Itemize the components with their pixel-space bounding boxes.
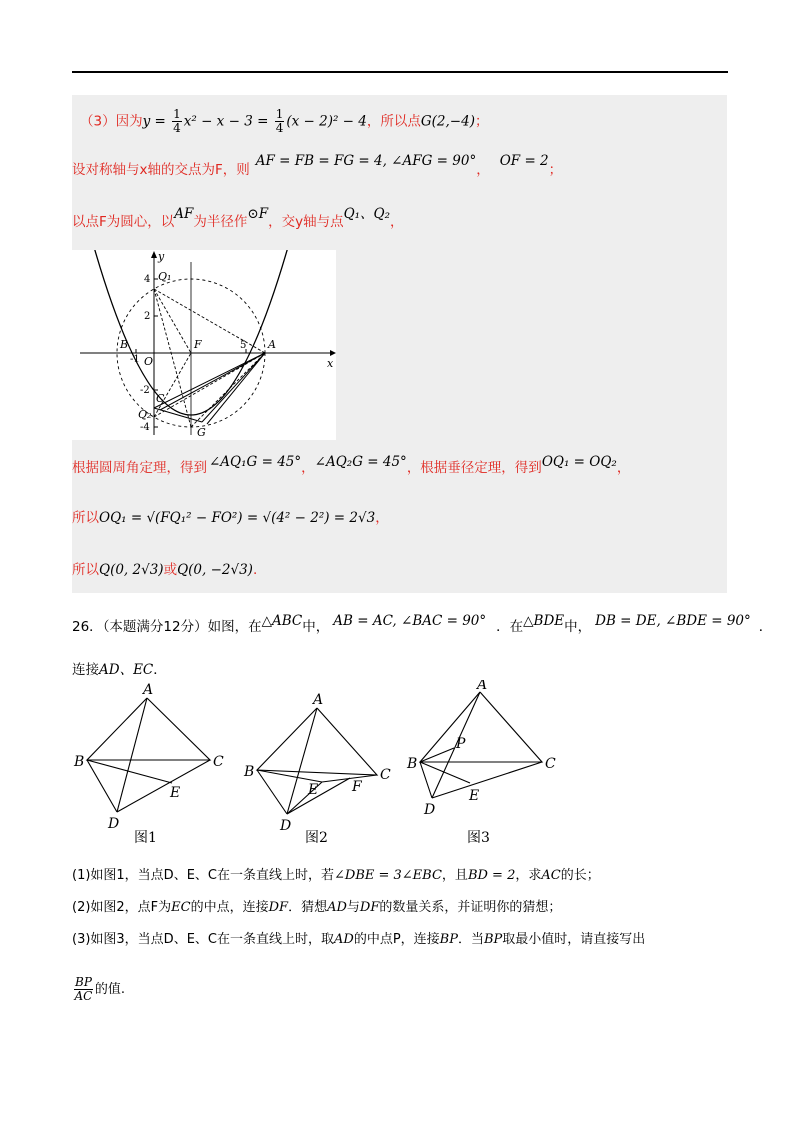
figure-1: [73, 682, 224, 846]
label-g: G: [197, 426, 206, 439]
svg-text:5: 5: [240, 340, 247, 351]
question-3: (3)如图3，当点D、E、C在一条直线上时，取AD的中点P，连接BP．当BP取最小值时，请直接写出: [72, 932, 646, 947]
svg-text:B: B: [74, 754, 85, 770]
svg-text:D: D: [280, 818, 292, 834]
svg-text:C: C: [380, 767, 391, 783]
label-c: C: [156, 392, 165, 405]
fig3-caption: 图3: [467, 830, 490, 846]
label-f: F: [194, 338, 202, 351]
svg-text:A: A: [477, 680, 488, 693]
fig1-caption: 图1: [134, 830, 157, 846]
svg-text:C: C: [545, 756, 556, 772]
q26-line-2: 连接AD、EC．: [72, 662, 167, 678]
svg-text:-1: -1: [130, 354, 140, 365]
svg-text:D: D: [424, 802, 436, 818]
solution-line-4: 根据圆周角定理，得到 ∠AQ₁G = 45°，∠AQ₂G = 45°，根据垂径定理，得到OQ₁ = OQ₂，: [72, 454, 631, 476]
label-o: O: [144, 355, 154, 368]
svg-text:P: P: [456, 736, 466, 752]
svg-text:B: B: [244, 764, 255, 780]
label-x: x: [327, 357, 334, 370]
question-2: (2)如图2，点F为EC的中点，连接DF．猜想AD与DF的数量关系，并证明你的猜想；: [72, 900, 562, 915]
question-number: 26．: [72, 619, 103, 635]
solution-line-5: 所以OQ₁ = √(FQ₁² − FO²) = √(4² − 2²) = 2√3，: [72, 510, 389, 526]
label-b: B: [120, 338, 129, 351]
solution-line-6: 所以Q(0, 2√3)或Q(0, −2√3).: [72, 562, 258, 578]
q26-line-1: 26．（本题满分12分）如图，在△ABC中， AB = AC, ∠BAC = 90° ．在△BDE中， DB = DE, ∠BDE = 90° ．: [72, 613, 773, 635]
svg-text:2: 2: [144, 311, 151, 322]
svg-text:-2: -2: [140, 385, 150, 396]
geometry-figures: [72, 680, 572, 850]
parabola-circle-graph: [72, 250, 336, 440]
solution-line-2: 设对称轴与x轴的交点为F，则AF = FB = FG = 4, ∠AFG = 90°，OF = 2；: [72, 153, 563, 178]
solution-line-3: 以点F为圆心，以AF为半径作⊙F，交y轴与点Q₁、Q₂，: [72, 206, 404, 230]
question-3-fraction: $\frac{BP}{AC}$ 的值.: [74, 975, 126, 1003]
solution-line-1: （3）因为y = $\frac{1}{4}$ x² − x − 3 = $\frac{1}{4}$ (x − 2)² − 4，所以点G(2,−4)；: [80, 107, 489, 135]
svg-text:B: B: [407, 756, 418, 772]
question-1: (1)如图1，当点D、E、C在一条直线上时，若∠DBE = 3∠EBC，且BD = 2，求AC的长；: [72, 868, 600, 883]
figure-3: [406, 680, 556, 846]
label-q1: Q₁: [158, 270, 172, 283]
svg-text:E: E: [170, 785, 181, 801]
svg-text:C: C: [213, 754, 224, 770]
label-q2: Q₂: [138, 408, 152, 421]
svg-text:D: D: [108, 816, 120, 832]
svg-text:A: A: [143, 682, 154, 698]
fig2-caption: 图2: [305, 830, 328, 846]
header-rule: [72, 71, 728, 73]
svg-text:A: A: [313, 692, 324, 708]
svg-text:E: E: [469, 788, 480, 804]
svg-text:-4: -4: [140, 422, 150, 433]
label-a: A: [268, 338, 276, 351]
figure-2: [243, 692, 391, 846]
svg-text:F: F: [352, 779, 362, 795]
svg-text:E: E: [308, 782, 319, 798]
svg-text:4: 4: [144, 274, 151, 285]
label-y: y: [158, 250, 165, 263]
part-label: （3）因为: [80, 113, 143, 130]
